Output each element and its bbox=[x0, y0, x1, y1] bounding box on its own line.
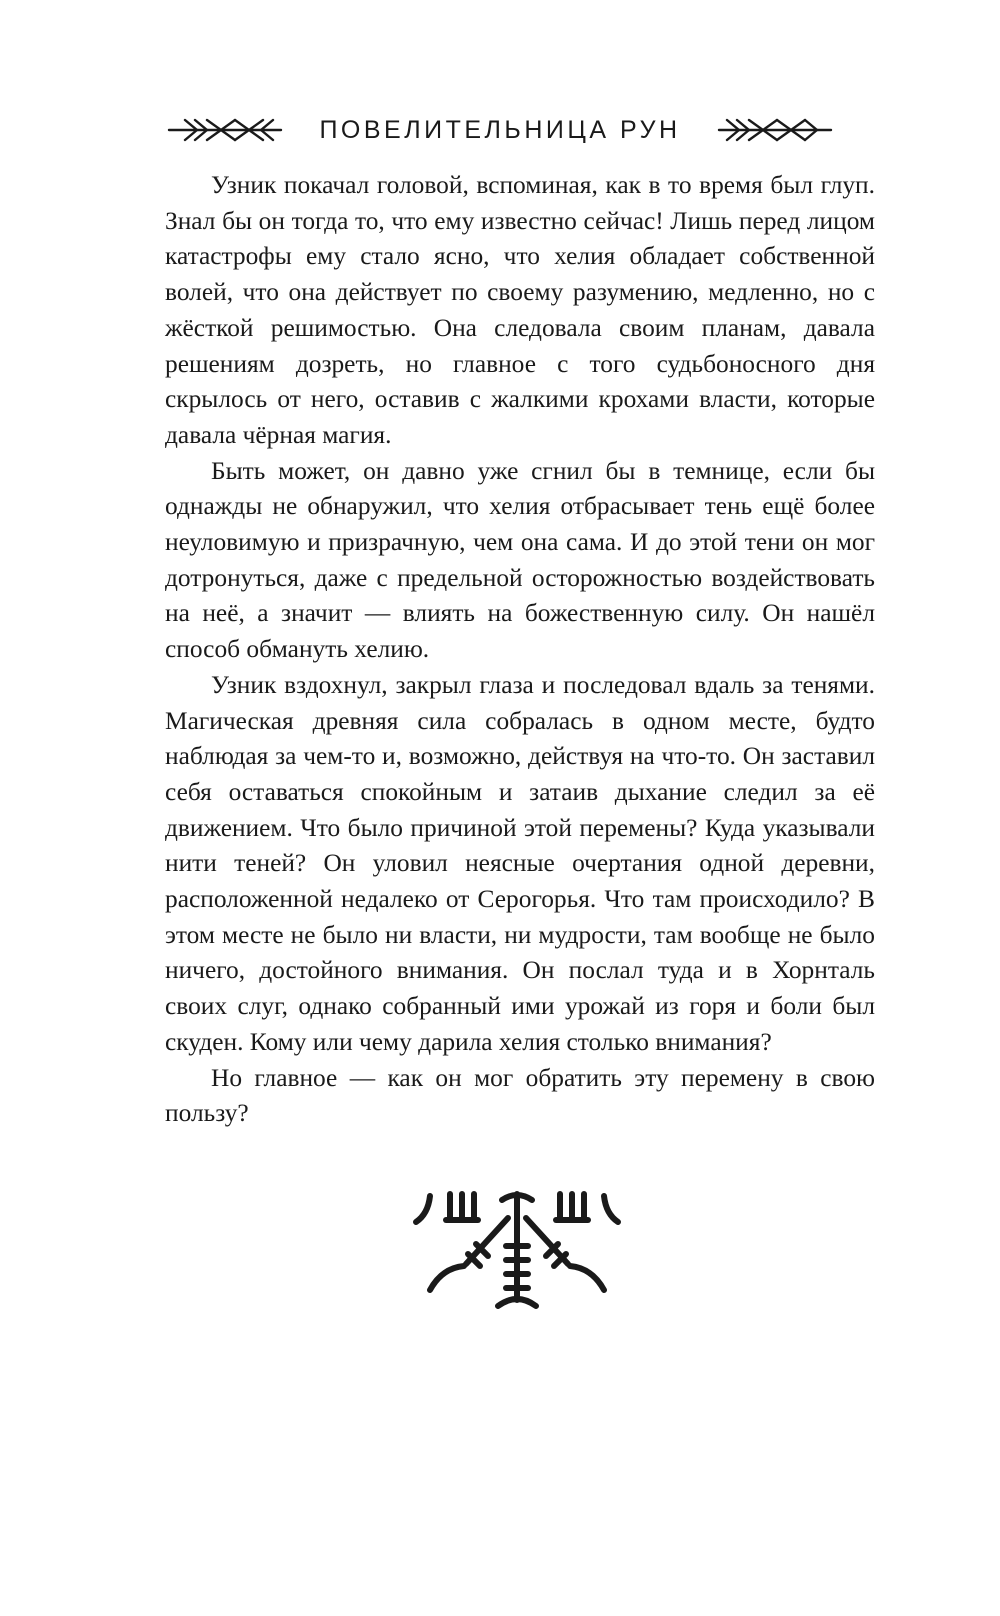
book-title: ПОВЕЛИТЕЛЬНИЦА РУН bbox=[319, 115, 681, 144]
paragraph: Узник вздохнул, закрыл глаза и последовал вдаль за тенями. Магическая древняя сила собралась в одном месте, будто наблюдая за чем-то и, возможно, действуя на что-то. Он заставил себя оставаться спокойным и затаив дыхание следил за её движением. Что было причиной этой перемены? Куда указывали нити теней? Он уловил неясные очертания одной деревни, расположенной недалеко от Серогорья. Что там происходило? В этом месте не было ни власти, ни мудрости, там вообще не было ничего, достойного внимания. Он послал туда и в Хорнталь своих слуг, однако собранный ими урожай из горя и боли был скуден. Кому или чему дарила хелия столько внимания? bbox=[165, 670, 875, 1056]
paragraph: Быть может, он давно уже сгнил бы в темнице, если бы однажды не обнаружил, что хелия отбрасывает тень ещё более неуловимую и призрачную, чем она сама. И до этой тени он мог дотронуться, даже с предельной осторожностью воздействовать на неё, а значит — влиять на божественную силу. Он нашёл способ обмануть хелию. bbox=[165, 456, 875, 664]
paragraph: Но главное — как он мог обратить эту перемену в свою пользу? bbox=[165, 1063, 875, 1128]
rune-ornament-icon bbox=[167, 117, 283, 143]
rune-ornament-icon bbox=[717, 117, 833, 143]
paragraph: Узник покачал головой, вспоминая, как в то время был глуп. Знал бы он тогда то, что ему известно сейчас! Лишь перед лицом катастрофы ему стало ясно, что хелия обладает собственной волей, что она действует по своему разумению, медленно, но с жёсткой решимостью. Она следовала своим планам, давала решениям дозреть, но главное с того судьбоносного дня скрылось от него, оставив с жалкими крохами власти, которые давала чёрная магия. bbox=[165, 171, 875, 449]
running-header bbox=[0, 108, 1000, 152]
text-body bbox=[165, 168, 875, 1132]
rune-sigil-icon bbox=[406, 1188, 628, 1310]
